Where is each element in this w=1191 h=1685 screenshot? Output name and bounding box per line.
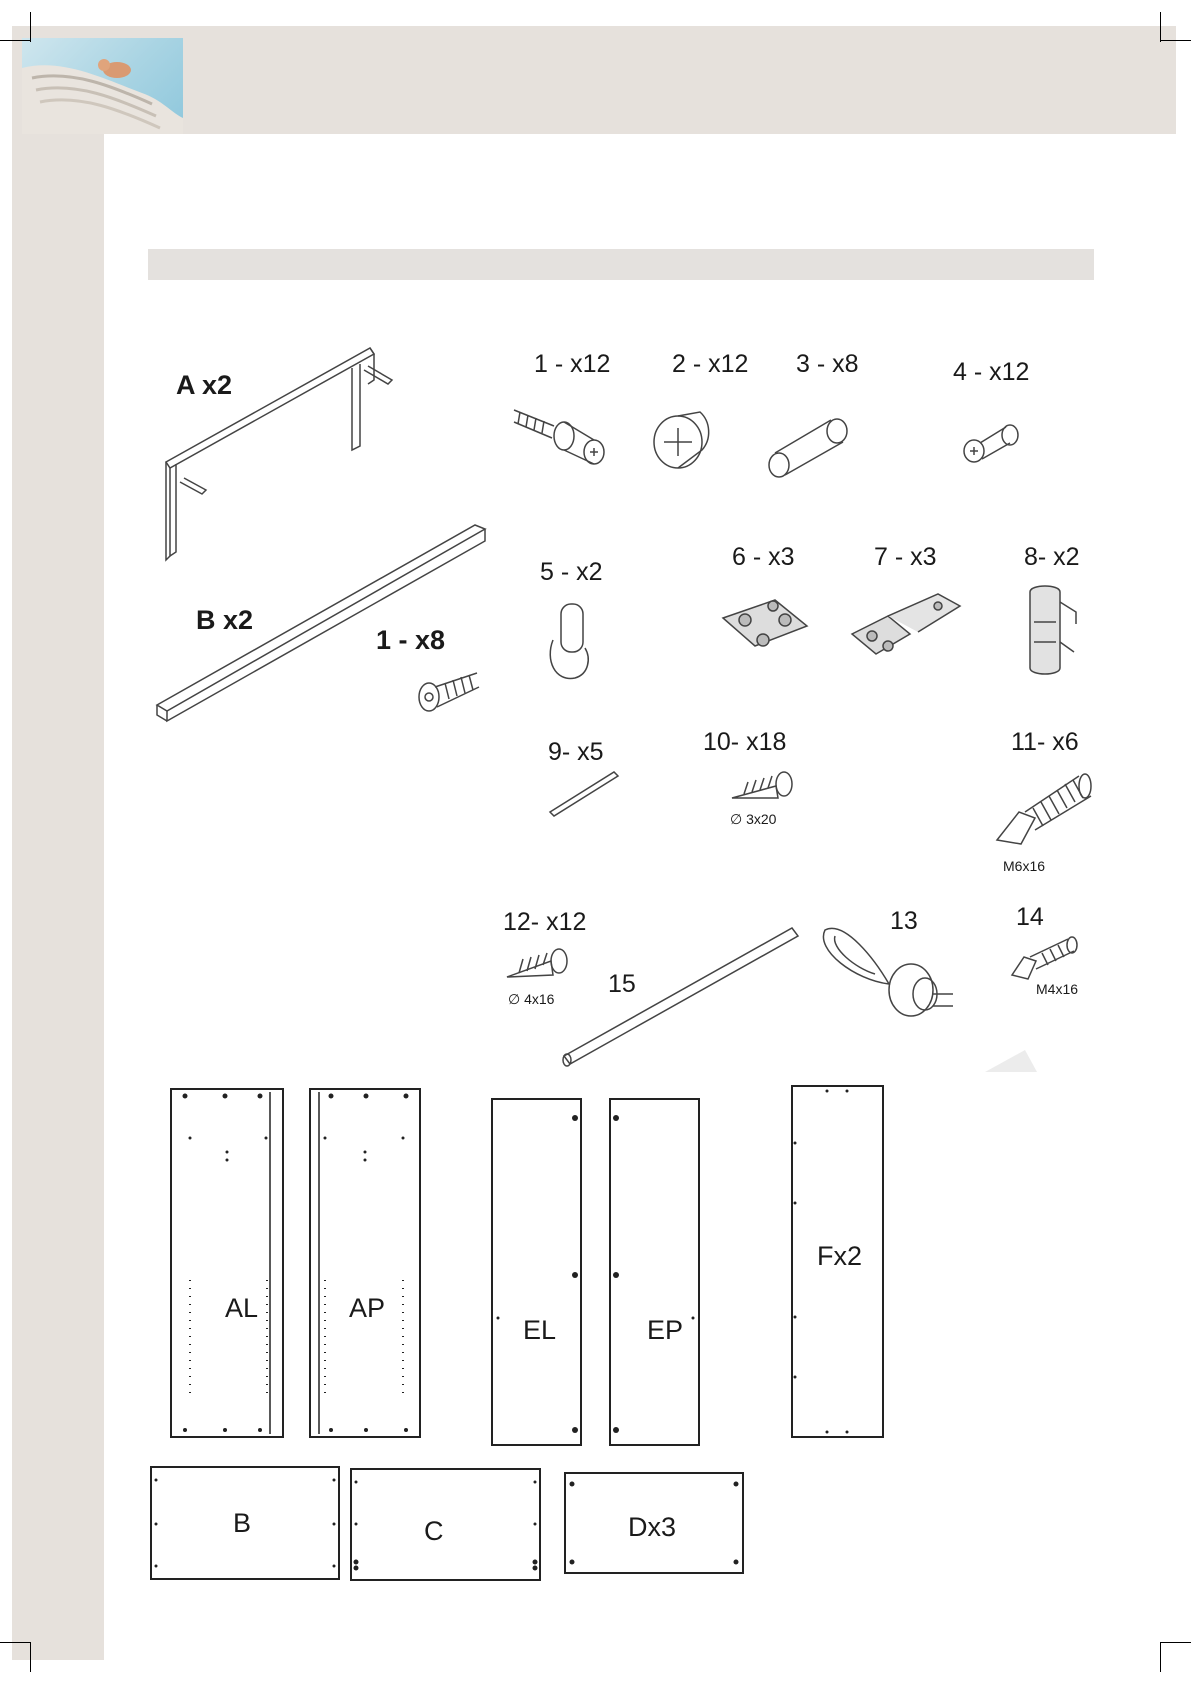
part-1b-label: 1 - x8 xyxy=(376,625,446,655)
part-11-size: M6x16 xyxy=(1003,858,1046,874)
crop-mark xyxy=(1160,1642,1191,1643)
wood-screw-icon xyxy=(730,768,800,808)
header-band xyxy=(12,26,1176,134)
part-5-label: 5 - x2 xyxy=(540,558,603,586)
cam-lock-icon xyxy=(650,400,730,475)
part-4-label: 4 - x12 xyxy=(953,358,1030,386)
panel-b xyxy=(150,1466,340,1580)
part-10-size: ∅ 3x20 xyxy=(730,811,777,827)
panel-el xyxy=(491,1098,582,1446)
part-14-label: 14 xyxy=(1016,903,1044,931)
panel-f xyxy=(791,1085,884,1438)
crop-mark xyxy=(30,1642,31,1672)
section-title-bar xyxy=(148,249,1094,280)
part-3-label: 3 - x8 xyxy=(796,350,859,378)
part-14-size: M4x16 xyxy=(1036,981,1079,997)
machine-bolt-icon xyxy=(995,768,1095,848)
part-8-label: 8- x2 xyxy=(1024,543,1080,571)
small-connector-icon xyxy=(960,415,1030,465)
left-margin-band xyxy=(12,26,104,1660)
panel-c xyxy=(350,1468,541,1581)
panel-ep-label: EP xyxy=(647,1315,684,1345)
part-12-label: 12- x12 xyxy=(503,908,587,936)
hinge-plate-icon xyxy=(715,590,815,670)
corner-shape xyxy=(985,1050,1040,1075)
panel-c-label: C xyxy=(424,1516,444,1546)
panel-f-label: Fx2 xyxy=(817,1241,863,1271)
bolt-icon xyxy=(415,665,485,715)
hanging-rail-icon xyxy=(560,922,805,1072)
hinge-icon xyxy=(848,588,968,673)
part-a-label: A x2 xyxy=(176,370,233,400)
pin-icon xyxy=(548,768,623,818)
part-1-label: 1 - x12 xyxy=(534,350,611,378)
panel-ap xyxy=(309,1088,421,1438)
crop-mark xyxy=(30,12,31,42)
panel-al xyxy=(170,1088,284,1438)
panel-b-label: B xyxy=(233,1508,252,1538)
panel-d xyxy=(564,1472,744,1574)
small-bolt-icon xyxy=(1010,935,1085,985)
connector-bolt-icon xyxy=(512,400,612,480)
panel-ep xyxy=(609,1098,700,1446)
crop-mark xyxy=(1160,12,1161,42)
crop-mark xyxy=(1160,40,1191,41)
shelf-support-icon xyxy=(1020,582,1090,682)
part-7-label: 7 - x3 xyxy=(874,543,937,571)
crop-mark xyxy=(0,1642,30,1643)
part-10-label: 10- x18 xyxy=(703,728,787,756)
part-15-label: 15 xyxy=(608,970,636,998)
part-b-label: B x2 xyxy=(196,605,254,635)
panel-d-label: Dx3 xyxy=(628,1512,677,1542)
part-11-label: 11- x6 xyxy=(1011,728,1079,756)
part-2-label: 2 - x12 xyxy=(672,350,749,378)
rail-end-support-icon xyxy=(815,910,965,1020)
panel-al-label: AL xyxy=(225,1293,259,1323)
part-6-label: 6 - x3 xyxy=(732,543,795,571)
crop-mark xyxy=(0,40,30,41)
rail-holder-icon xyxy=(545,600,595,685)
panel-ap-label: AP xyxy=(349,1293,386,1323)
part-13-label: 13 xyxy=(890,907,918,935)
panel-el-label: EL xyxy=(523,1315,557,1345)
part-12-size: ∅ 4x16 xyxy=(508,991,555,1007)
crop-mark xyxy=(1160,1642,1161,1672)
header-photo xyxy=(22,38,183,134)
part-9-label: 9- x5 xyxy=(548,738,604,766)
dowel-icon xyxy=(765,415,855,480)
